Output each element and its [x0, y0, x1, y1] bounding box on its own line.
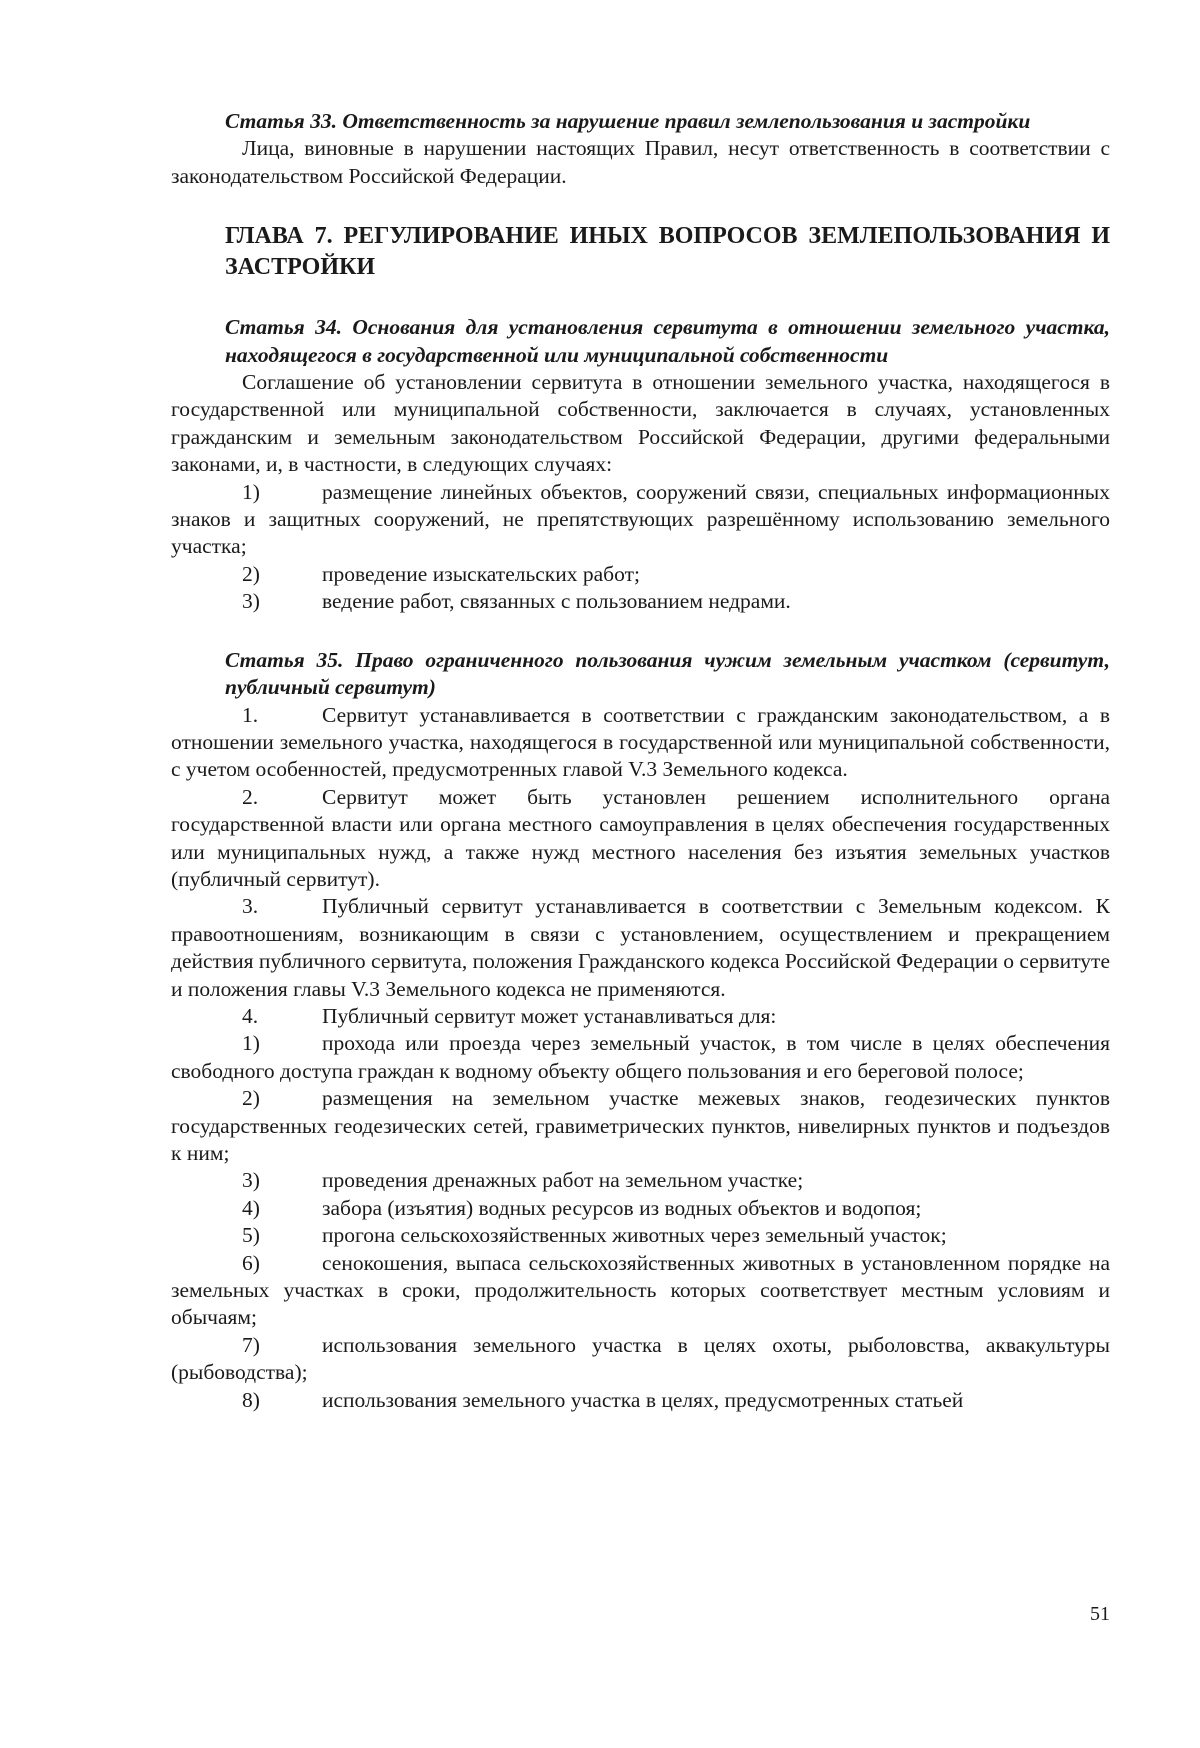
paragraph-number: 2. [242, 784, 259, 809]
item-text: прогона сельскохозяйственных животных через земельный участок; [322, 1223, 947, 1248]
page-number: 51 [1090, 1603, 1110, 1625]
item-text: прохода или проезда через земельный участок, в том числе в целях обеспечения свободного доступа граждан к водному объекту общего пользования и его береговой полосе; [171, 1031, 1110, 1083]
article-34-item [171, 588, 1110, 615]
item-number: 7) [242, 1332, 260, 1357]
article-35-paragraph [171, 893, 1110, 1003]
article-34-item [171, 561, 1110, 588]
article-35-item [171, 1167, 1110, 1194]
article-35-item [171, 1332, 1110, 1387]
article-33-paragraph: Лица, виновные в нарушении настоящих Правил, несут ответственность в соответствии с законодательством Российской Федерации. [171, 136, 1110, 188]
item-number: 6) [242, 1250, 260, 1275]
paragraph-number: 1. [242, 702, 259, 727]
item-number: 2) [242, 1086, 260, 1111]
article-35-item [171, 1222, 1110, 1249]
article-35-title: Статья 35. Право ограниченного пользования чужим земельным участком (сервитут, публичный сервитут) [225, 647, 1110, 700]
document-page [171, 108, 1110, 1414]
item-number: 1) [242, 1031, 260, 1056]
item-text: использования земельного участка в целях охоты, рыболовства, аквакультуры (рыбоводства); [171, 1332, 1110, 1385]
article-34-item [171, 479, 1110, 561]
paragraph-text: Публичный сервитут устанавливается в соответствии с Земельным кодексом. К правоотношениям, возникающим в связи с установлением, осуществлением и прекращением действия публичного сервитута, положения Гражданского кодекса Российской Федерации о сервитуте и положения главы V.3 Земельного кодекса не применяются. [171, 894, 1110, 1001]
item-text: проведения дренажных работ на земельном участке; [322, 1168, 804, 1193]
item-text: проведение изыскательских работ; [322, 561, 640, 586]
article-35-item [171, 1387, 1110, 1414]
item-text: использования земельного участка в целях, предусмотренных статьей [322, 1387, 964, 1412]
paragraph-number: 4. [242, 1003, 259, 1028]
article-35-paragraph [171, 784, 1110, 894]
paragraph-text: Сервитут может быть установлен решением исполнительного органа государственной власти или органа местного самоуправления в целях обеспечения государственных или муниципальных нужд, а также нужд местного населения без изъятия земельных участков (публичный сервитут). [171, 784, 1110, 891]
item-number: 1) [242, 479, 260, 504]
item-text: размещения на земельном участке межевых знаков, геодезических пунктов государственных геодезических сетей, гравиметрических пунктов, нивелирных пунктов и подъездов к ним; [171, 1086, 1110, 1165]
article-34-title: Статья 34. Основания для установления сервитута в отношении земельного участка, находящегося в государственной или муниципальной собственности [225, 315, 1110, 367]
item-number: 3) [242, 1168, 260, 1193]
article-35-item [171, 1085, 1110, 1167]
article-33-title: Статья 33. Ответственность за нарушение правил землепользования и застройки [225, 109, 1031, 133]
item-number: 5) [242, 1223, 260, 1248]
paragraph-text: Сервитут устанавливается в соответствии с гражданским законодательством, а в отношении земельного участка, находящегося в государственной или муниципальной собственности, с учетом особенностей, предусмотренных главой V.3 Земельного кодекса. [171, 702, 1110, 782]
article-35-paragraph [171, 1003, 1110, 1030]
item-number: 3) [242, 589, 260, 614]
article-35-item [171, 1250, 1110, 1332]
item-text: сенокошения, выпаса сельскохозяйственных животных в установленном порядке на земельных участках в сроки, продолжительность которых соответствует местным условиям и обычаям; [171, 1250, 1110, 1330]
item-number: 8) [242, 1387, 260, 1412]
item-text: ведение работ, связанных с пользованием недрами. [322, 589, 791, 614]
item-text: забора (изъятия) водных ресурсов из водных объектов и водопоя; [322, 1195, 922, 1220]
chapter-7-heading: ГЛАВА 7. РЕГУЛИРОВАНИЕ ИНЫХ ВОПРОСОВ ЗЕМЛЕПОЛЬЗОВАНИЯ И ЗАСТРОЙКИ [225, 223, 1110, 281]
article-35-paragraph [171, 702, 1110, 784]
item-number: 2) [242, 561, 260, 586]
paragraph-text: Публичный сервитут может устанавливаться для: [322, 1003, 777, 1028]
article-35-item [171, 1195, 1110, 1222]
article-35-item [171, 1030, 1110, 1085]
article-34-paragraph: Соглашение об установлении сервитута в отношении земельного участка, находящегося в государственной или муниципальной собственности, заключается в случаях, установленных гражданским и земельным законодательством Российской Федерации, другими федеральными законами, и, в частности, в следующих случаях: [171, 370, 1110, 477]
item-text: размещение линейных объектов, сооружений связи, специальных информационных знаков и защитных сооружений, не препятствующих разрешённому использованию земельного участка; [171, 479, 1110, 559]
item-number: 4) [242, 1195, 260, 1220]
paragraph-number: 3. [242, 894, 259, 919]
